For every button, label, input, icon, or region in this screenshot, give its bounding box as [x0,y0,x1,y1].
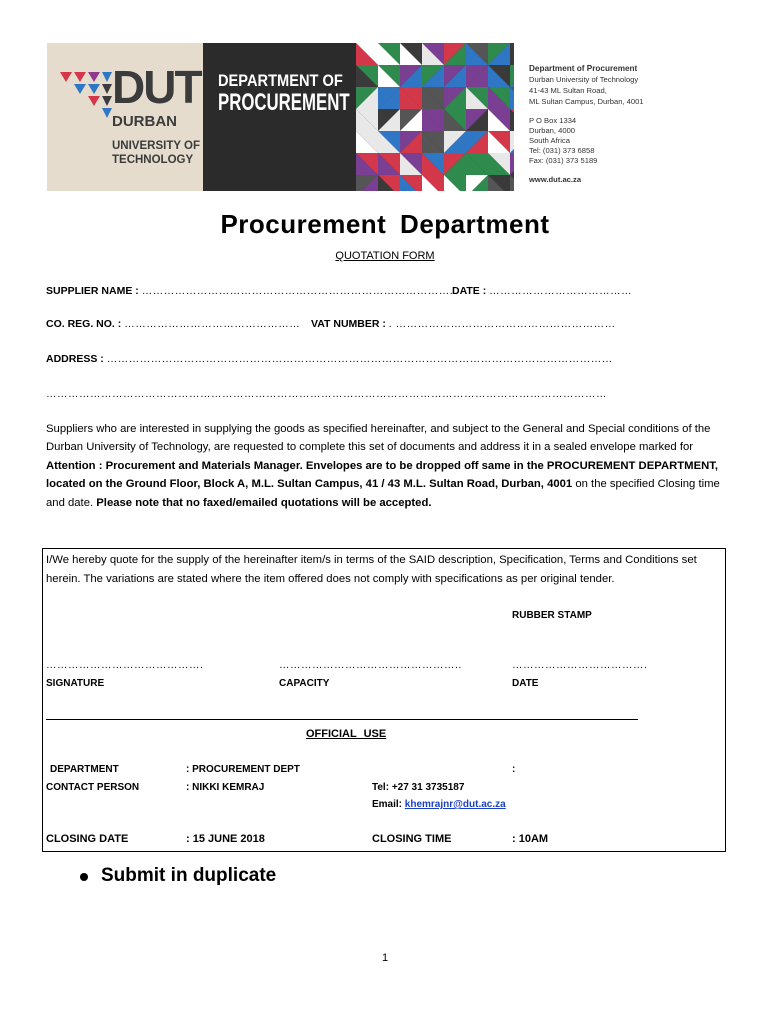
date-field[interactable] [452,285,632,297]
banner-procurement: PROCUREMENT [218,89,350,116]
address-line: Tel: (031) 373 6858 [529,146,595,155]
instructions-text: Suppliers who are interested in supplying the goods as specified hereinafter, and subject to the General and Special conditions of the Durban University of Technology, are requested to complete this set of documents and address it in a sealed envelope marked for [46,423,711,454]
department-banner-panel [203,43,356,191]
co-reg-no-dots: ………………………………………… [124,318,301,330]
supplier-name-dots: …………………………………………………………………………. [141,285,454,297]
instructions-paragraph [46,420,722,512]
supplier-name-field[interactable] [46,285,453,297]
department-value: : PROCUREMENT DEPT [186,764,300,775]
capacity-label: CAPACITY [279,678,330,689]
department-label: DEPARTMENT [50,764,119,775]
date-label: DATE : [452,285,487,297]
rubber-stamp-label: RUBBER STAMP [512,610,592,621]
page-title: Procurement Department [220,209,550,239]
dut-triangle-logo-icon [58,70,114,122]
logo-durban: DURBAN [112,113,177,130]
closing-date-label: CLOSING DATE [46,833,129,845]
website-text: www.dut.ac.za [529,175,582,184]
address-line: Durban University of Technology [529,75,639,84]
address-dots: ………………………………………………………………………………………………………………………… [106,353,613,365]
colon: : [512,764,516,775]
email-label: Email: [372,799,405,810]
triangle-pattern-icon [356,43,514,191]
address-line: ML Sultan Campus, Durban, 4001 [529,97,644,106]
instructions-text-2: on the specified Closing time and date. [46,478,720,509]
address-line: South Africa [529,136,570,145]
address-line: 41-43 ML Sultan Road, [529,86,607,95]
bullet-icon [80,873,88,881]
address-label: ADDRESS : [46,353,104,365]
geometric-pattern-panel [356,43,514,191]
address-dots-2: ……………………………………………………………………………………………………………………………………… [46,388,607,400]
address-line: Durban, 4000 [529,126,576,135]
page-number: 1 [381,952,389,964]
address-field-line-2[interactable] [46,388,607,400]
co-reg-no-label: CO. REG. NO. : [46,318,122,330]
signature-label: SIGNATURE [46,678,105,689]
instructions-bold-1: Attention : Procurement and Materials Manager. Envelopes are to be dropped off same in the PROCUREMENT DEPARTMENT, located on the Ground Floor, Block A, M.L. Sultan Campus, 41 / 43 M.L. Sultan Road, Durban, 4001 [46,459,719,491]
instructions-bold-2: Please note that no faxed/emailed quotations will be accepted. [96,496,432,509]
date-dots: ………………………………… [489,285,633,297]
address-line: Fax: (031) 373 5189 [529,156,598,165]
submit-in-duplicate-note: Submit in duplicate [101,865,277,886]
form-title: QUOTATION FORM [335,250,435,262]
banner-department-of: DEPARTMENT OF [218,71,343,90]
address-line: Department of Procurement [529,64,638,73]
email-link[interactable]: khemrajnr@dut.ac.za [404,799,506,810]
co-reg-no-field[interactable] [46,318,300,330]
vat-number-label: VAT NUMBER : [311,318,386,330]
logo-university-of: UNIVERSITY OF [112,140,200,152]
dut-logo-text: DUT [112,61,201,113]
address-field[interactable] [46,353,613,365]
closing-time-label: CLOSING TIME [372,833,452,845]
logo-technology: TECHNOLOGY [112,154,194,166]
capacity-line[interactable]: ………………………………………….. [279,659,462,671]
signature-line[interactable]: ……………………………………. [46,659,204,671]
vat-number-field[interactable] [311,318,616,330]
vat-number-dots: . …………………………………………………… [388,318,616,330]
contact-person-label: CONTACT PERSON [46,782,140,793]
official-use-heading: OFFICIAL USE [306,728,387,740]
quotation-statement: I/We hereby quote for the supply of the hereinafter item/s in terms of the SAID description, Specification, Terms and Conditions set herein. The variations are stated where the item offered does not comply with specifications as per original tender. [46,554,697,585]
closing-date-value: : 15 JUNE 2018 [186,833,265,845]
date-label-box: DATE [512,678,539,689]
address-line: P O Box 1334 [529,116,577,125]
date-line[interactable]: ………………………………. [512,659,648,671]
supplier-name-label: SUPPLIER NAME : [46,285,139,297]
divider [46,719,638,720]
telephone-text: Tel: +27 31 3735187 [372,782,465,793]
contact-person-value: : NIKKI KEMRAJ [186,782,265,793]
closing-time-value: : 10AM [512,833,549,845]
email-row [372,799,506,810]
